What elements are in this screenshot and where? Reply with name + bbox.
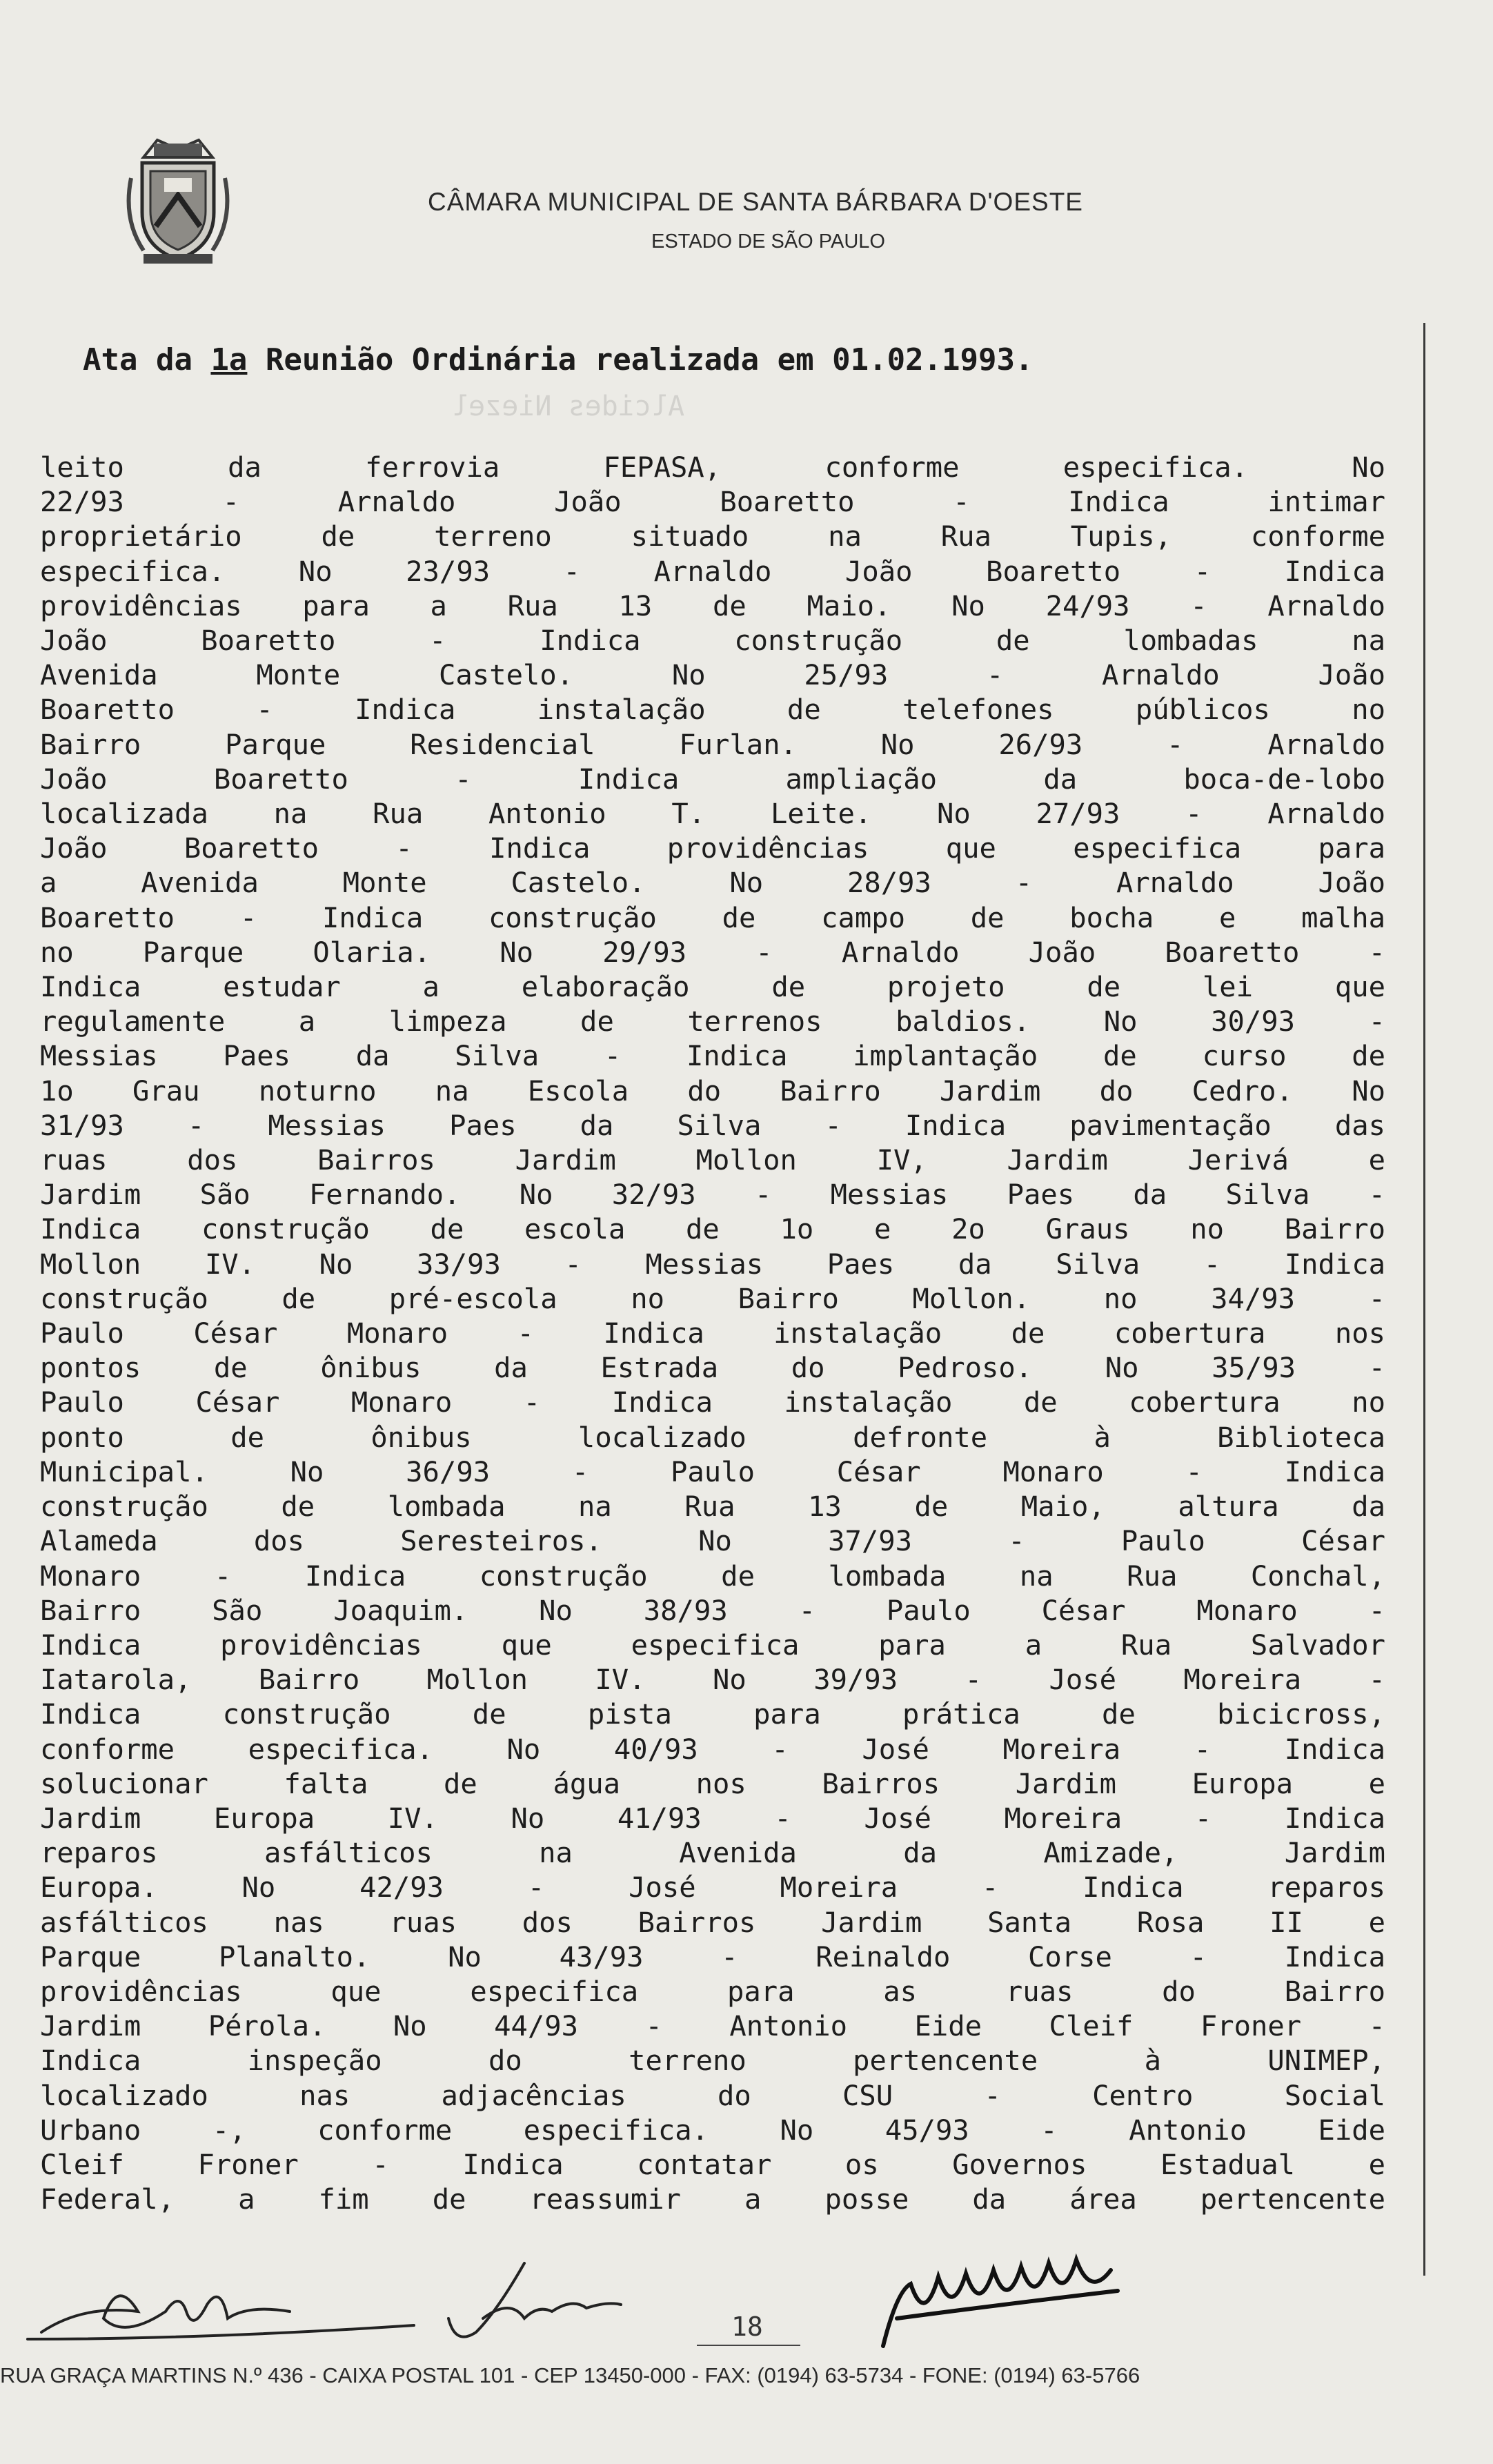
- body-line: Alameda dos Seresteiros. No 37/93 - Paulo César: [40, 1524, 1385, 1558]
- body-line: solucionar falta de água nos Bairros Jardim Europa e: [40, 1766, 1385, 1800]
- body-line: providências que especifica para as ruas do Bairro: [40, 1974, 1385, 2008]
- body-line: Cleif Froner - Indica contatar os Governos Estadual e: [40, 2147, 1385, 2181]
- body-line: Europa. No 42/93 - José Moreira - Indica reparos: [40, 1871, 1385, 1904]
- body-line: Jardim Pérola. No 44/93 - Antonio Eide Cleif Froner -: [40, 2009, 1385, 2043]
- body-line: ruas dos Bairros Jardim Mollon IV, Jardim Jerivá e: [40, 1143, 1385, 1177]
- body-line: Federal, a fim de reassumir a posse da área pertencente: [40, 2182, 1385, 2216]
- footer-divider: [697, 2345, 800, 2346]
- signature-left: [28, 2296, 414, 2339]
- institution-state: ESTADO DE SÃO PAULO: [651, 230, 885, 253]
- body-line: Indica providências que especifica para a Rua Salvador: [40, 1628, 1385, 1662]
- heading-ordinal: 1a: [210, 342, 248, 377]
- body-line: proprietário de terreno situado na Rua Tupis, conforme: [40, 520, 1385, 553]
- body-line: reparos asfálticos na Avenida da Amizade, Jardim: [40, 1836, 1385, 1870]
- heading-part-1: Ata da: [83, 342, 211, 377]
- body-line: 1o Grau noturno na Escola do Bairro Jardim do Cedro. No: [40, 1074, 1385, 1107]
- body-line: construção de pré-escola no Bairro Mollon. no 34/93 -: [40, 1281, 1385, 1315]
- signature-right: [883, 2260, 1118, 2346]
- body-line: João Boaretto - Indica ampliação da boca-de-lobo: [40, 762, 1385, 796]
- body-line: asfálticos nas ruas dos Bairros Jardim Santa Rosa II e: [40, 1905, 1385, 1939]
- body-line: pontos de ônibus da Estrada do Pedroso. No 35/93 -: [40, 1351, 1385, 1385]
- body-line: leito da ferrovia FEPASA, conforme especifica. No: [40, 451, 1385, 484]
- body-line: Indica construção de escola de 1o e 2o Graus no Bairro: [40, 1212, 1385, 1246]
- body-line: Parque Planalto. No 43/93 - Reinaldo Corse - Indica: [40, 1940, 1385, 1973]
- margin-rule: [1423, 323, 1425, 2276]
- body-line: Jardim São Fernando. No 32/93 - Messias Paes da Silva -: [40, 1178, 1385, 1212]
- body-line: 22/93 - Arnaldo João Boaretto - Indica intimar: [40, 485, 1385, 519]
- body-line: Indica estudar a elaboração de projeto de lei que: [40, 970, 1385, 1004]
- body-line: Avenida Monte Castelo. No 25/93 - Arnaldo João: [40, 658, 1385, 692]
- body-line: Mollon IV. No 33/93 - Messias Paes da Silva - Indica: [40, 1247, 1385, 1281]
- body-line: Boaretto - Indica instalação de telefones públicos no: [40, 693, 1385, 727]
- body-line: João Boaretto - Indica construção de lombadas na: [40, 624, 1385, 658]
- body-line: Indica inspeção do terreno pertencente à UNIMEP,: [40, 2044, 1385, 2078]
- heading-part-2: Reunião Ordinária realizada em 01.02.1993.: [247, 342, 1034, 377]
- body-line: Municipal. No 36/93 - Paulo César Monaro - Indica: [40, 1455, 1385, 1488]
- signature-middle: [448, 2263, 621, 2337]
- body-line: localizada na Rua Antonio T. Leite. No 27/93 - Arnaldo: [40, 797, 1385, 831]
- body-line: localizado nas adjacências do CSU - Centro Social: [40, 2078, 1385, 2112]
- body-line: regulamente a limpeza de terrenos baldios. No 30/93 -: [40, 1005, 1385, 1038]
- body-line: Urbano -, conforme especifica. No 45/93 - Antonio Eide: [40, 2113, 1385, 2147]
- body-line: Messias Paes da Silva - Indica implantação de curso de: [40, 1039, 1385, 1073]
- page-number: 18: [731, 2312, 763, 2342]
- minutes-heading: [83, 342, 1394, 377]
- body-line: conforme especifica. No 40/93 - José Moreira - Indica: [40, 1732, 1385, 1766]
- institution-name: CÂMARA MUNICIPAL DE SANTA BÁRBARA D'OESTE: [428, 188, 1083, 216]
- body-line: construção de lombada na Rua 13 de Maio, altura da: [40, 1490, 1385, 1524]
- body-line: Paulo César Monaro - Indica instalação de cobertura nos: [40, 1317, 1385, 1350]
- body-line: Iatarola, Bairro Mollon IV. No 39/93 - José Moreira -: [40, 1663, 1385, 1697]
- body-line: no Parque Olaria. No 29/93 - Arnaldo João Boaretto -: [40, 935, 1385, 969]
- body-line: 31/93 - Messias Paes da Silva - Indica pavimentação das: [40, 1108, 1385, 1142]
- body-line: Bairro Parque Residencial Furlan. No 26/93 - Arnaldo: [40, 727, 1385, 761]
- minutes-body: [40, 450, 1385, 2244]
- body-line: especifica. No 23/93 - Arnaldo João Boaretto - Indica: [40, 554, 1385, 588]
- coat-of-arms-icon: [123, 130, 233, 268]
- body-line: a Avenida Monte Castelo. No 28/93 - Arnaldo João: [40, 866, 1385, 900]
- body-line: Bairro São Joaquim. No 38/93 - Paulo César Monaro -: [40, 1593, 1385, 1627]
- body-line: providências para a Rua 13 de Maio. No 24/93 - Arnaldo: [40, 589, 1385, 622]
- body-line: Paulo César Monaro - Indica instalação de cobertura no: [40, 1386, 1385, 1419]
- body-line: ponto de ônibus localizado defronte à Biblioteca: [40, 1420, 1385, 1454]
- body-line: João Boaretto - Indica providências que especifica para: [40, 831, 1385, 865]
- body-line: Boaretto - Indica construção de campo de bocha e malha: [40, 900, 1385, 934]
- footer-address: RUA GRAÇA MARTINS N.º 436 - CAIXA POSTAL 101 - CEP 13450-000 - FAX: (0194) 63-5734 - FONE: (0194) 63-5766: [0, 2363, 1140, 2387]
- body-line: Monaro - Indica construção de lombada na Rua Conchal,: [40, 1559, 1385, 1593]
- body-line: Indica construção de pista para prática de bicicross,: [40, 1697, 1385, 1731]
- body-line: Jardim Europa IV. No 41/93 - José Moreira - Indica: [40, 1801, 1385, 1835]
- bleed-through-text: Alcides Niezel: [452, 391, 685, 422]
